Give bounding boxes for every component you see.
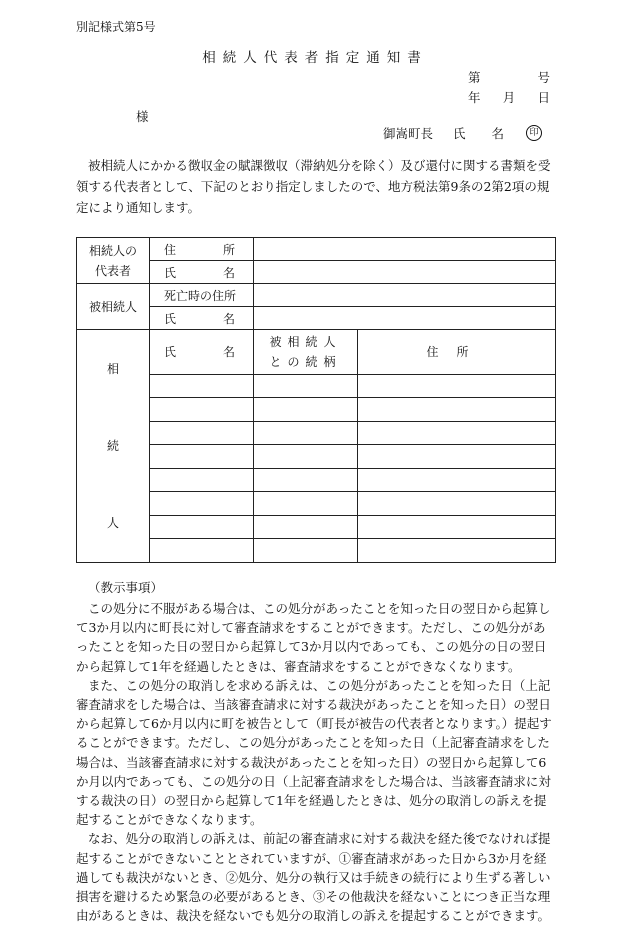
- heirs-address-header: 住所: [358, 330, 556, 375]
- hname-char-1: 氏: [164, 345, 177, 360]
- issuer-office: 御嵩町長: [383, 126, 434, 141]
- heir-row-6-relationship[interactable]: [254, 492, 358, 516]
- heir-row-4-address[interactable]: [358, 445, 556, 469]
- heir-row-2-address[interactable]: [358, 398, 556, 422]
- heir-row-5-address[interactable]: [358, 468, 556, 492]
- seal-icon: 印: [526, 125, 542, 141]
- notice-paragraph-3: なお、処分の取消しの訴えは、前記の審査請求に対する裁決を経た後でなければ提起することができないこととされていますが、①審査請求があった日から3か月を経過しても裁決がないとき、②処分、処分の執行又は手続きの続行により生ずる著しい損害を避けるため緊急の必要があるとき、③その他裁決を経ないことにつき正当な理由があるときは、裁決を経ないでも処分の取消しの訴えを提起することができます。: [76, 831, 551, 924]
- death-address-field[interactable]: [254, 284, 556, 307]
- heirs-relationship-header: [254, 330, 358, 375]
- heirs-char-1: 相: [106, 361, 119, 376]
- form-number: 別記様式第5号: [76, 20, 156, 34]
- document-number-line: [468, 68, 550, 86]
- heir-row-7-name[interactable]: [150, 515, 254, 539]
- heir-row-6-address[interactable]: [358, 492, 556, 516]
- number-suffix: 号: [537, 70, 550, 85]
- issuer-name-label-1: 氏: [453, 126, 466, 141]
- document-title: 相続人代表者指定通知書: [202, 50, 428, 66]
- heir-row-3-name[interactable]: [150, 421, 254, 445]
- heir-row-1-address[interactable]: [358, 374, 556, 398]
- date-day: 日: [537, 90, 550, 105]
- relationship-header-line-1: 被相続人: [269, 334, 342, 349]
- deceased-name-field[interactable]: [254, 307, 556, 330]
- representative-address-label: [150, 238, 254, 261]
- issuer-name-label-2: 名: [491, 126, 505, 141]
- heir-row-8-name[interactable]: [150, 539, 254, 563]
- heir-row-1-name[interactable]: [150, 374, 254, 398]
- date-line: [468, 88, 550, 106]
- body-text: 被相続人にかかる徴収金の賦課徴収（滞納処分を除く）及び還付に関する書類を受領する代表者として、下記のとおり指定しましたので、地方税法第9条の2第2項の規定により通知します。: [76, 158, 551, 215]
- heirs-char-3: 人: [106, 516, 119, 531]
- heir-row-2-relationship[interactable]: [254, 398, 358, 422]
- addressee-suffix: 様: [136, 109, 149, 124]
- notice-paragraph-2: また、この処分の取消しを求める訴えは、この処分があったことを知った日（上記審査請求をした場合は、当該審査請求に対する裁決があったことを知った日）の翌日から起算して6か月以内に町を被告として（町長が被告の代表者となります。）提起することができます。ただし、この処分があったことを知った日（上記審査請求をした場合は、当該審査請求に対する裁決があったことを知った日）の翌日から起算して6か月以内であっても、この処分の日（上記審査請求をした場合は、当該審査請求に対する裁決の日）の翌日から起算して1年を経過したときは、処分の取消しの訴えを提起することができなくなります。: [76, 677, 552, 828]
- hname-char-2: 名: [222, 345, 235, 360]
- heir-row-2-name[interactable]: [150, 398, 254, 422]
- representative-name-label: [150, 261, 254, 284]
- heir-row-7-address[interactable]: [358, 515, 556, 539]
- name-char-1: 氏: [164, 265, 177, 280]
- representative-group-line-1: 相続人の: [88, 243, 137, 258]
- date-month: 月: [502, 90, 516, 105]
- heir-row-1-relationship[interactable]: [254, 374, 358, 398]
- representative-group-label: [77, 238, 150, 284]
- heir-row-4-name[interactable]: [150, 445, 254, 469]
- issuer-line: [383, 124, 550, 142]
- heir-row-7-relationship[interactable]: [254, 515, 358, 539]
- addr-char-2: 所: [222, 242, 235, 257]
- heirs-char-2: 続: [106, 438, 119, 453]
- heir-row-6-name[interactable]: [150, 492, 254, 516]
- notice-body: [76, 599, 552, 925]
- heir-row-5-relationship[interactable]: [254, 468, 358, 492]
- heir-row-5-name[interactable]: [150, 468, 254, 492]
- date-year: 年: [468, 90, 481, 105]
- heir-row-8-relationship[interactable]: [254, 539, 358, 563]
- heir-row-8-address[interactable]: [358, 539, 556, 563]
- representative-group-line-2: 代表者: [94, 263, 131, 278]
- heirs-name-header: [150, 330, 254, 375]
- relationship-header-line-2: との続柄: [269, 354, 342, 369]
- heir-row-4-relationship[interactable]: [254, 445, 358, 469]
- death-address-label: 死亡時の住所: [150, 284, 254, 307]
- dname-char-2: 名: [222, 311, 235, 326]
- heir-row-3-address[interactable]: [358, 421, 556, 445]
- dname-char-1: 氏: [164, 311, 177, 326]
- notice-paragraph-1: この処分に不服がある場合は、この処分があったことを知った日の翌日から起算して3か月以内に町長に対して審査請求をすることができます。ただし、この処分があったことを知った日の翌日から起算して3か月以内であっても、この処分の日の翌日から起算して1年を経過したときは、審査請求をすることができなくなります。: [76, 601, 551, 674]
- name-char-2: 名: [222, 265, 235, 280]
- designation-table: [76, 237, 556, 563]
- addr-char-1: 住: [164, 242, 177, 257]
- heirs-group-label: [77, 330, 150, 563]
- heir-row-3-relationship[interactable]: [254, 421, 358, 445]
- deceased-name-label: [150, 307, 254, 330]
- deceased-group-label: 被相続人: [77, 284, 150, 330]
- representative-name-field[interactable]: [254, 261, 556, 284]
- representative-address-field[interactable]: [254, 238, 556, 261]
- notice-heading: （教示事項）: [88, 580, 164, 595]
- number-prefix: 第: [468, 70, 481, 85]
